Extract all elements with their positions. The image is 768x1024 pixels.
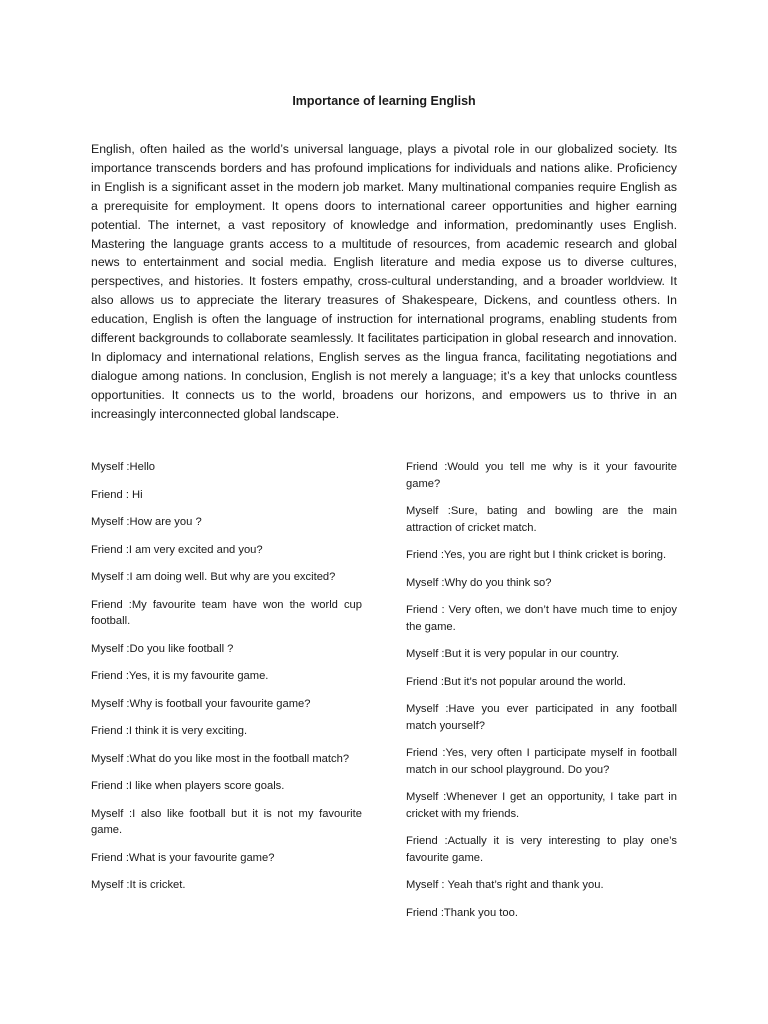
dialogue-line: Myself :Do you like football ? xyxy=(91,642,234,655)
dialogue-line: Myself :I also like football but it is not my favourite game. xyxy=(91,807,362,836)
dialogue-line: Myself :Hello xyxy=(91,461,156,473)
dialogue-line: Friend :But it’s not popular around the world. xyxy=(406,675,626,688)
dialogue-line: Myself :Have you ever participated in any football match yourself? xyxy=(406,703,677,732)
dialogue-line: Friend :Yes, it is my favourite game. xyxy=(91,670,269,682)
dialogue-left-column xyxy=(91,459,362,905)
dialogue-line: Friend :I am very excited and you? xyxy=(91,543,263,556)
dialogue-line: Myself : Yeah that’s right and thank you. xyxy=(406,879,604,891)
dialogue-line: Friend :Actually it is very interesting to play one’s favourite game. xyxy=(406,835,677,864)
dialogue-line: Friend :I like when players score goals. xyxy=(91,780,285,792)
dialogue-right-column xyxy=(406,459,677,932)
dialogue-line: Myself :Why is football your favourite game? xyxy=(91,697,311,710)
dialogue-line: Friend :Yes, you are right but I think cricket is boring. xyxy=(406,549,667,561)
dialogue-line: Myself :I am doing well. But why are you excited? xyxy=(91,571,336,583)
dialogue-line: Myself :Why do you think so? xyxy=(406,576,552,589)
dialogue-line: Myself :How are you ? xyxy=(91,516,202,528)
dialogue-line: Myself :It is cricket. xyxy=(91,879,186,891)
dialogue-line: Friend : Hi xyxy=(91,488,143,501)
document-title: Importance of learning English xyxy=(292,94,476,108)
dialogue-line: Friend :Yes, very often I participate myself in football match in our school playground. Do you? xyxy=(406,747,677,776)
dialogue-line: Friend :What is your favourite game? xyxy=(91,851,275,864)
dialogue-line: Myself :Whenever I get an opportunity, I take part in cricket with my friends. xyxy=(406,791,677,820)
dialogue-line: Myself :What do you like most in the football match? xyxy=(91,752,350,765)
dialogue-line: Friend :My favourite team have won the world cup football. xyxy=(91,598,362,627)
dialogue-line: Friend :Would you tell me why is it your favourite game? xyxy=(406,461,677,490)
dialogue-line: Myself :But it is very popular in our country. xyxy=(406,648,620,660)
essay-paragraph: English, often hailed as the world’s universal language, plays a pivotal role in our globalized society. Its importance transcends borders and has profound implications for individuals and nations alike. Proficiency in English is a significant asset in the modern job market. Many multinational companies require English as a prerequisite for employment. It opens doors to international career opportunities and higher earning potential. The internet, a vast repository of knowledge and information, predominantly uses English. Mastering the language grants access to a multitude of resources, from academic research and global news to entertainment and social media. English literature and media expose us to diverse cultures, perspectives, and histories. It fosters empathy, cross-cultural understanding, and a broader worldview. It also allows us to appreciate the literary treasures of Shakespeare, Dickens, and countless others. In education, English is often the language of instruction for international programs, enabling students from different backgrounds to collaborate seamlessly. It facilitates participation in global research and innovation. In diplomacy and international relations, English serves as the lingua franca, facilitating negotiations and dialogue among nations. In conclusion, English is not merely a language; it’s a key that unlocks countless opportunities. It connects us to the world, broadens our horizons, and empowers us to thrive in an increasingly interconnected global landscape. xyxy=(91,142,677,421)
dialogue-line: Friend :I think it is very exciting. xyxy=(91,725,248,737)
dialogue-line: Friend : Very often, we don’t have much time to enjoy the game. xyxy=(406,604,677,633)
dialogue-line: Myself :Sure, bating and bowling are the main attraction of cricket match. xyxy=(406,505,677,534)
dialogue-line: Friend :Thank you too. xyxy=(406,906,518,919)
